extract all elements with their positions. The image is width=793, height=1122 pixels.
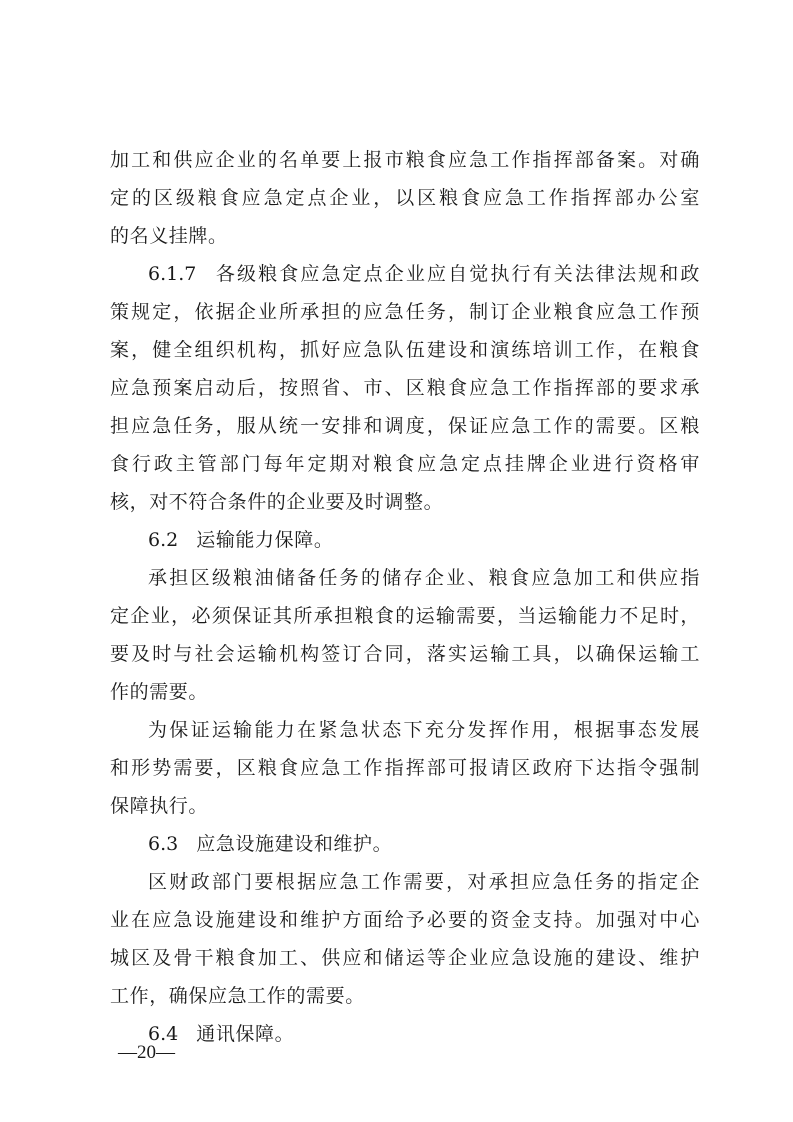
paragraph-line: 定的区级粮食应急定点企业，以区粮食应急工作指挥部办公室 bbox=[110, 187, 700, 209]
paragraph-line: 城区及骨干粮食加工、供应和储运等企业应急设施的建设、维护 bbox=[110, 947, 700, 969]
paragraph-line: 担应急任务，服从统一安排和调度，保证应急工作的需要。区粮 bbox=[110, 415, 700, 437]
section-number: 6.3 bbox=[148, 833, 179, 855]
paragraph-line: 定企业，必须保证其所承担粮食的运输需要，当运输能力不足时， bbox=[110, 605, 700, 627]
paragraph-line: 加工和供应企业的名单要上报市粮食应急工作指挥部备案。对确 bbox=[110, 149, 700, 171]
section-number: 6.4 bbox=[148, 1023, 179, 1045]
paragraph-text: 各级粮食应急定点企业应自觉执行有关法律法规和政 bbox=[214, 263, 700, 285]
paragraph-line: 承担区级粮油储备任务的储存企业、粮食应急加工和供应指 bbox=[148, 567, 700, 589]
section-number: 6.1.7 bbox=[148, 263, 197, 285]
paragraph-line: 作的需要。 bbox=[110, 681, 209, 703]
paragraph-line: 要及时与社会运输机构签订合同，落实运输工具，以确保运输工 bbox=[110, 643, 700, 665]
paragraph-line: 为保证运输能力在紧急状态下充分发挥作用，根据事态发展 bbox=[148, 719, 700, 741]
paragraph-line: 业在应急设施建设和维护方面给予必要的资金支持。加强对中心 bbox=[110, 909, 700, 931]
section-title: 运输能力保障。 bbox=[196, 529, 334, 551]
paragraph-line: 和形势需要，区粮食应急工作指挥部可报请区政府下达指令强制 bbox=[110, 757, 700, 779]
section-heading-6-2 bbox=[148, 525, 700, 555]
paragraph-line: 的名义挂牌。 bbox=[110, 225, 228, 247]
paragraph-line: 案，健全组织机构，抓好应急队伍建设和演练培训工作，在粮食 bbox=[110, 339, 700, 361]
section-heading-6-4 bbox=[148, 1019, 700, 1049]
page-number: —20— bbox=[118, 1042, 175, 1063]
section-title: 应急设施建设和维护。 bbox=[196, 833, 393, 855]
paragraph-line: 策规定，依据企业所承担的应急任务，制订企业粮食应急工作预 bbox=[110, 301, 700, 323]
paragraph-line: 区财政部门要根据应急工作需要，对承担应急任务的指定企 bbox=[148, 871, 700, 893]
paragraph-line: 核，对不符合条件的企业要及时调整。 bbox=[110, 491, 444, 513]
paragraph-line: 保障执行。 bbox=[110, 795, 209, 817]
section-title: 通讯保障。 bbox=[196, 1023, 295, 1045]
paragraph-line: 应急预案启动后，按照省、市、区粮食应急工作指挥部的要求承 bbox=[110, 377, 700, 399]
section-heading-6-3 bbox=[148, 829, 700, 859]
section-6-1-7-first-line bbox=[148, 259, 700, 289]
section-number: 6.2 bbox=[148, 529, 179, 551]
paragraph-line: 食行政主管部门每年定期对粮食应急定点挂牌企业进行资格审 bbox=[110, 453, 700, 475]
paragraph-line: 工作，确保应急工作的需要。 bbox=[110, 985, 365, 1007]
